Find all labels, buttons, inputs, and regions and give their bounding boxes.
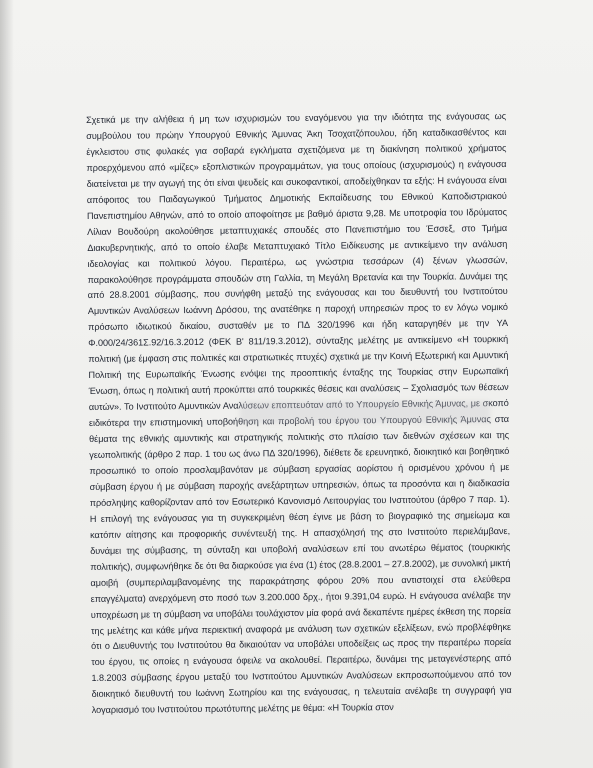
body-paragraph: Σχετικά με την αλήθεια ή μη των ισχυρισμών του εναγόμενου για την ιδιότητα της ενάγουσας ως συμβούλου του πρώην Υπουργού Εθνικής Άμυνας Άκη Τσοχατζόπουλου, ήδη καταδικασθέντος και έγκλειστου στις φυλακές για σοβαρά εγκλήματα σχετιζόμενα με τη διακίνηση πολιτικού χρήματος προερχόμενου από «μίζες» εξοπλιστικών προγραμμάτων, για τους οποίους (ισχυρισμούς) η ενάγουσα διατείνεται με την αγωγή της ότι είναι ψευδείς και συκοφαντικοί, αποδείχθηκαν τα εξής: Η ενάγουσα είναι απόφοιτος του Παιδαγωγικού Τμήματος Δημοτικής Εκπαίδευσης του Εθνικού Καποδιστριακού Πανεπιστημίου Αθηνών, από το οποίο αποφοίτησε με βαθμό άριστα 9,28. Με υποτροφία του Ιδρύματος Λίλιαν Βουδούρη ακολούθησε μεταπτυχιακές σπουδές στο Πανεπιστήμιο του Έσσεξ, στο Τμήμα Διακυβερνητικής, από το οποίο έλαβε Μεταπτυχιακό Τίτλο Ειδίκευσης με αντικείμενο την ανάλυση ιδεολογίας και πολιτικού λόγου. Περαιτέρω, ως γνώστρια τεσσάρων (4) ξένων γλωσσών, παρακολούθησε προγράμματα σπουδών στη Γαλλία, τη Μεγάλη Βρετανία και την Τουρκία. Δυνάμει της από 28.8.2001 σύμβασης, που συνήφθη μεταξύ της ενάγουσας και του διευθυντή του Ινστιτούτου Αμυντικών Αναλύσεων Ιωάννη Δρόσου, της ανατέθηκε η παροχή υπηρεσιών προς το εν λόγω νομικό πρόσωπο ιδιωτικού δικαίου, συσταθέν με το ΠΔ 320/1996 και ήδη καταργηθέν με την ΥΑ Φ.000/24/361Σ.92/16.3.2012 (ΦΕΚ Β' 811/19.3.2012), σύνταξης μελέτης με αντικείμενο «Η τουρκική πολιτική (με έμφαση στις πολιτικές και στρατιωτικές πτυχές) σχετικά με την Κοινή Εξωτερική και Αμυντική Πολιτική της Ευρωπαϊκής Ένωσης ενόψει της προοπτικής ένταξης της Τουρκίας στην Ευρωπαϊκή Ένωση, όπως η πολιτική αυτή προκύπτει από τουρκικές θέσεις και αναλύσεις – Σχολιασμός των θέσεων αυτών». Το Ινστιτούτο Αμυντικών Αναλύσεων εποπτευόταν από το Υπουργείο Εθνικής Άμυνας, με σκοπό ειδικότερα την επιστημονική υποβοήθηση και προβολή του έργου του Υπουργού Εθνικής Άμυνας στα θέματα της εθνικής αμυντικής και στρατηγικής πολιτικής στο πλαίσιο των διεθνών σχέσεων και της γεωπολιτικής (άρθρο 2 παρ. 1 του ως άνω ΠΔ 320/1996), διέθετε δε ερευνητικό, διοικητικό και βοηθητικό προσωπικό το οποίο προσλαμβανόταν με σύμβαση εργασίας αορίστου ή ορισμένου χρόνου ή με σύμβαση έργου ή με σύμβαση παροχής ανεξάρτητων υπηρεσιών, όπως τα προσόντα και η διαδικασία πρόσληψης καθορίζονταν από τον Εσωτερικό Κανονισμό Λειτουργίας του Ινστιτούτου (άρθρο 7 παρ. 1). Η επιλογή της ενάγουσας για τη συγκεκριμένη θέση έγινε με βάση το βιογραφικό της σημείωμα και κατόπιν αίτησης και προφορικής συνέντευξή της. Η απασχόλησή της στο Ινστιτούτο περιελάμβανε, δυνάμει της σύμβασης, τη σύνταξη και υποβολή αναλύσεων επί του ανωτέρω θέματος (τουρκικής πολιτικής), συμφωνήθηκε δε ότι θα διαρκούσε για ένα (1) έτος (28.8.2001 – 27.8.2002), με συνολική μικτή αμοιβή (συμπεριλαμβανομένης της παρακράτησης φόρου 20% που αντιστοιχεί στα ελεύθερα επαγγέλματα) ανερχόμενη στο ποσό των 3.200.000 δρχ., ήτοι 9.391,04 ευρώ. Η ενάγουσα ανέλαβε την υποχρέωση με τη σύμβαση να υποβάλει τουλάχιστον μία φορά ανά δεκαπέντε ημέρες έκθεση της πορεία της μελέτης και κάθε μήνα περιεκτική αναφορά με ανάλυση των σχετικών εξελίξεων, ενώ προβλέφθηκε ότι ο Διευθυντής του Ινστιτούτου θα δικαιούταν να υποβάλει υποδείξεις ως προς την περαιτέρω πορεία του έργου, τις οποίες η ενάγουσα όφειλε να ακολουθεί. Περαιτέρω, δυνάμει της μεταγενέστερης από 1.8.2003 σύμβασης έργου μεταξύ του Ινστιτούτου Αμυντικών Αναλύσεων εκπροσωπούμενου από τον διοικητικό διευθυντή του Ιωάννη Σωτηρίου και της ενάγουσας, η τελευταία ανέλαβε τη συγγραφή για λογαριασμό του Ινστιτούτου πρωτότυπης μελέτης με θέμα: «Η Τουρκία στον (86, 110, 512, 716)
